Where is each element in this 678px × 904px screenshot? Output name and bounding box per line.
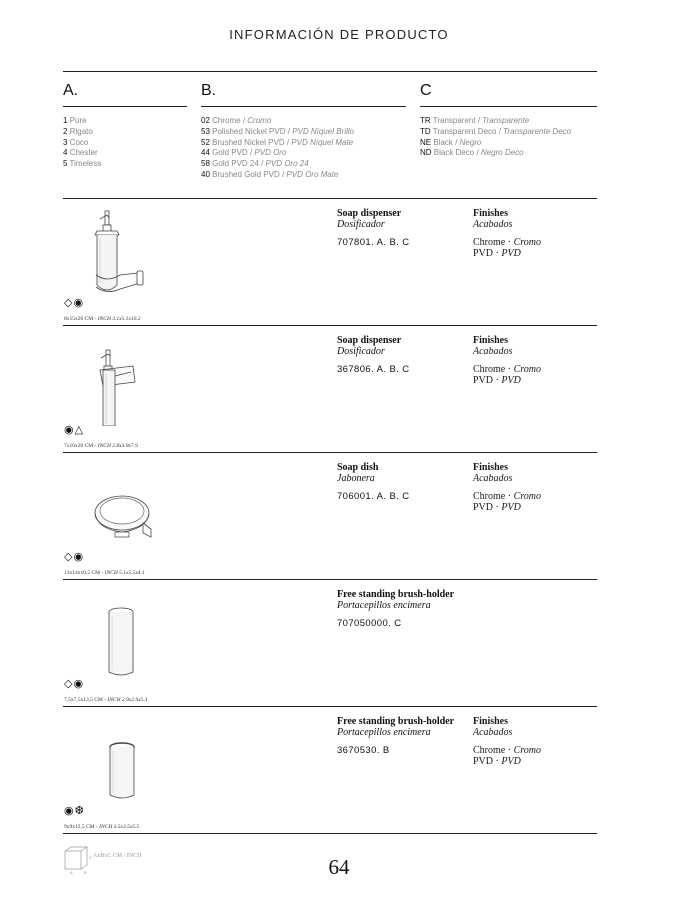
dimension-label-b: B: [84, 870, 87, 875]
legend-c-item: TR Transparent / Transparente: [420, 116, 530, 125]
page-title: INFORMACIÓN DE PRODUCTO: [229, 27, 449, 42]
legend-a-item: 5 Timeless: [63, 159, 102, 169]
soap-dispenser-bracket-image: [63, 326, 183, 426]
column-c-heading: C: [420, 82, 432, 99]
dimensions: 7x10x20 CM - INCH 2.8x3.9x7.9: [64, 443, 138, 449]
header-rule: [63, 71, 597, 72]
material-symbols: ◇◉: [64, 297, 85, 309]
product-name-es: Dosificador: [337, 219, 385, 230]
finishes-title-es: Acabados: [473, 219, 513, 230]
material-symbols: ◉△: [64, 424, 85, 436]
legend-a-item: 3 Coco: [63, 137, 89, 147]
finish-chrome: Chrome · Cromo: [473, 364, 541, 375]
product-soap-dish-706001: [63, 453, 597, 580]
product-brush-holder-707050000: [63, 580, 597, 707]
product-reference: 706001. A. B. C: [337, 491, 410, 502]
page-number: 64: [328, 855, 350, 879]
product-name-es: Portacepillos encimera: [337, 727, 431, 738]
column-c-legend: [420, 116, 571, 159]
legend-b-item: 02 Chrome / Cromo: [201, 116, 272, 125]
dimensions: 13x14x10,5 CM - INCH 5.1x5.5x4.1: [64, 570, 145, 576]
product-reference: 707801. A. B. C: [337, 237, 410, 248]
finish-pvd: PVD · PVD: [473, 248, 521, 259]
finishes-title-es: Acabados: [473, 346, 513, 357]
product-reference: 367806. A. B. C: [337, 364, 410, 375]
soap-dispenser-wall-image: [63, 199, 183, 299]
finishes-title: Finishes: [473, 335, 509, 346]
legend-c-item: NE Black / Negro: [420, 137, 482, 147]
product-name: Free standing brush-holder: [337, 589, 455, 600]
finishes-title-es: Acabados: [473, 727, 513, 738]
legend-c-item: TD Transparent Deco / Transparente Deco: [420, 126, 572, 136]
product-name: Soap dish: [337, 462, 379, 473]
legend-b-item: 44 Gold PVD / PVD Oro: [201, 148, 287, 158]
legend-b-item: 40 Brushed Gold PVD / PVD Oro Mate: [201, 169, 339, 179]
column-a-heading: A.: [63, 82, 79, 99]
finish-chrome: Chrome · Cromo: [473, 745, 541, 756]
column-b-rule: [201, 106, 406, 107]
finishes-title-es: Acabados: [473, 473, 513, 484]
legend-a-item: 1 Pure: [63, 116, 87, 125]
soap-dish-image: [63, 453, 183, 553]
legend-b-item: 58 Gold PVD 24 / PVD Oro 24: [201, 159, 309, 169]
material-symbols: ◇◉: [64, 678, 85, 690]
finish-chrome: Chrome · Cromo: [473, 237, 541, 248]
finishes-title: Finishes: [473, 208, 509, 219]
product-name: Soap dispenser: [337, 208, 402, 219]
product-name-es: Portacepillos encimera: [337, 600, 431, 611]
dimensions: 7,5x7,5x13,5 CM - INCH 2.9x2.9x5.3: [64, 697, 148, 703]
footer-rule: [63, 833, 597, 834]
dimension-label-c: C: [89, 855, 92, 860]
dimensions: 8x15x26 CM - INCH 3.1x5.1x10.2: [64, 316, 141, 322]
column-c-rule: [420, 106, 597, 107]
dimensions: 9x9x12,5 CM - INCH 3.5x3.5x5.5: [64, 824, 140, 830]
product-name: Free standing brush-holder: [337, 716, 455, 727]
column-a-legend: [63, 116, 101, 170]
material-symbols: ◉❆: [64, 805, 85, 817]
product-name-es: Dosificador: [337, 346, 385, 357]
product-soap-dispenser-707801: [63, 199, 597, 326]
product-brush-holder-3670530: [63, 707, 597, 834]
legend-c-item: ND Black Deco / Negro Deco: [420, 148, 524, 158]
legend-a-item: 2 Rigato: [63, 126, 93, 136]
dimension-label-a: A: [70, 870, 73, 875]
legend-b-item: 52 Brushed Nickel PVD / PVD Níquel Mate: [201, 137, 354, 147]
finishes-title: Finishes: [473, 462, 509, 473]
brush-holder-metal-image: [63, 707, 183, 807]
product-soap-dispenser-367806: [63, 326, 597, 453]
column-b-heading: B.: [201, 82, 217, 99]
legend-a-item: 4 Chester: [63, 148, 98, 158]
finishes-title: Finishes: [473, 716, 509, 727]
column-b-legend: [201, 116, 354, 181]
finish-pvd: PVD · PVD: [473, 502, 521, 513]
product-name-es: Jabonera: [337, 473, 375, 484]
column-a-rule: [63, 106, 187, 107]
brush-holder-image: [63, 580, 183, 680]
dimensions-legend: AxBxC CM / INCH: [93, 853, 142, 859]
legend-b-item: 53 Polished Nickel PVD / PVD Níquel Brillo: [201, 126, 354, 136]
finish-pvd: PVD · PVD: [473, 375, 521, 386]
finish-chrome: Chrome · Cromo: [473, 491, 541, 502]
finish-pvd: PVD · PVD: [473, 756, 521, 767]
product-name: Soap dispenser: [337, 335, 402, 346]
material-symbols: ◇◉: [64, 551, 85, 563]
product-reference: 3670530. B: [337, 745, 390, 756]
product-reference: 707050000. C: [337, 618, 402, 629]
